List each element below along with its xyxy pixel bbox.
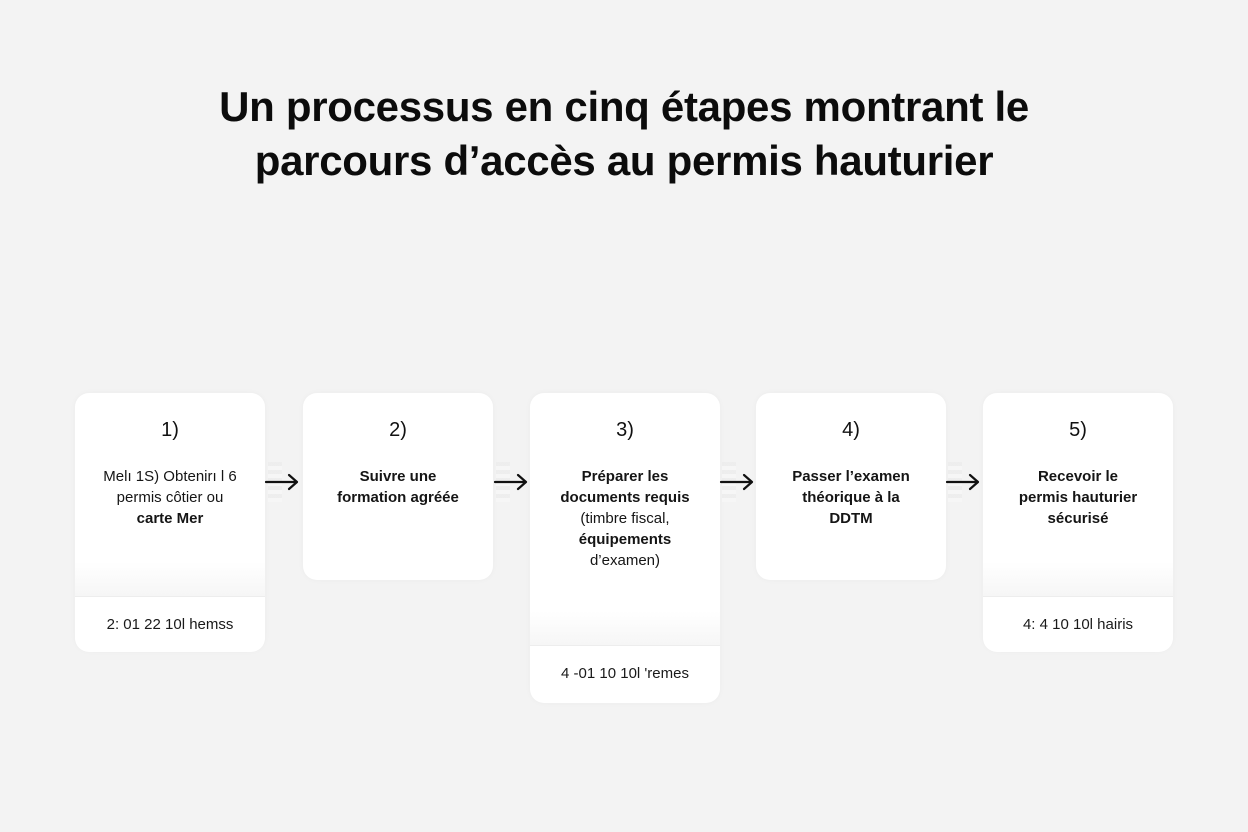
- step-line: DDTM: [829, 510, 873, 527]
- step-description: [317, 466, 479, 508]
- step-line: carte Mer: [136, 510, 204, 527]
- diagram-title: [124, 80, 1124, 188]
- step-card-5: [983, 393, 1173, 651]
- right-arrow-icon: [493, 471, 529, 493]
- step-description: [997, 466, 1159, 529]
- step-line: (timbre fiscal,: [580, 510, 670, 527]
- step-line: permis hauturier: [1018, 489, 1138, 506]
- step-line: formation agréée: [337, 489, 459, 506]
- step-footer: 4: 4 10 10l hairis: [983, 596, 1173, 652]
- right-arrow-icon: [945, 471, 981, 493]
- title-line-1: Un processus en cinq étapes montrant le: [219, 83, 1029, 130]
- step-number: 1): [161, 419, 179, 441]
- right-arrow-icon: [719, 471, 755, 493]
- step-line: sécurisé: [1047, 510, 1109, 527]
- step-card-2: [303, 393, 493, 580]
- step-number: 2): [389, 419, 407, 441]
- card-divider: [530, 611, 720, 645]
- right-arrow-icon: [264, 471, 300, 493]
- step-number: 3): [616, 419, 634, 441]
- step-description: [770, 466, 932, 529]
- step-line: documents requis: [560, 489, 690, 506]
- step-card-4: [756, 393, 946, 580]
- step-footer: 4 -01 10 10l 'remes: [530, 645, 720, 701]
- step-line: Melı 1S) Obtenirı l 6: [103, 468, 237, 485]
- step-card-1: [75, 393, 265, 651]
- step-line: Passer l’examen: [792, 468, 910, 485]
- step-number: 4): [842, 419, 860, 441]
- title-line-2: parcours d’accès au permis hauturier: [254, 137, 994, 184]
- card-divider: [75, 562, 265, 596]
- step-line: d’examen): [589, 552, 661, 569]
- step-line: permis côtier ou: [116, 489, 224, 506]
- step-line: théorique à la: [802, 489, 900, 506]
- card-divider: [983, 562, 1173, 596]
- step-line: équipements: [578, 531, 672, 548]
- step-line: Recevoir le: [1037, 468, 1119, 485]
- step-description: [89, 466, 251, 529]
- step-line: Suivre une: [359, 468, 437, 485]
- step-card-3: [530, 393, 720, 703]
- step-number: 5): [1069, 419, 1087, 441]
- step-description: [544, 466, 706, 571]
- step-footer: 2: 01 22 10l hemss: [75, 596, 265, 652]
- step-line: Préparer les: [581, 468, 669, 485]
